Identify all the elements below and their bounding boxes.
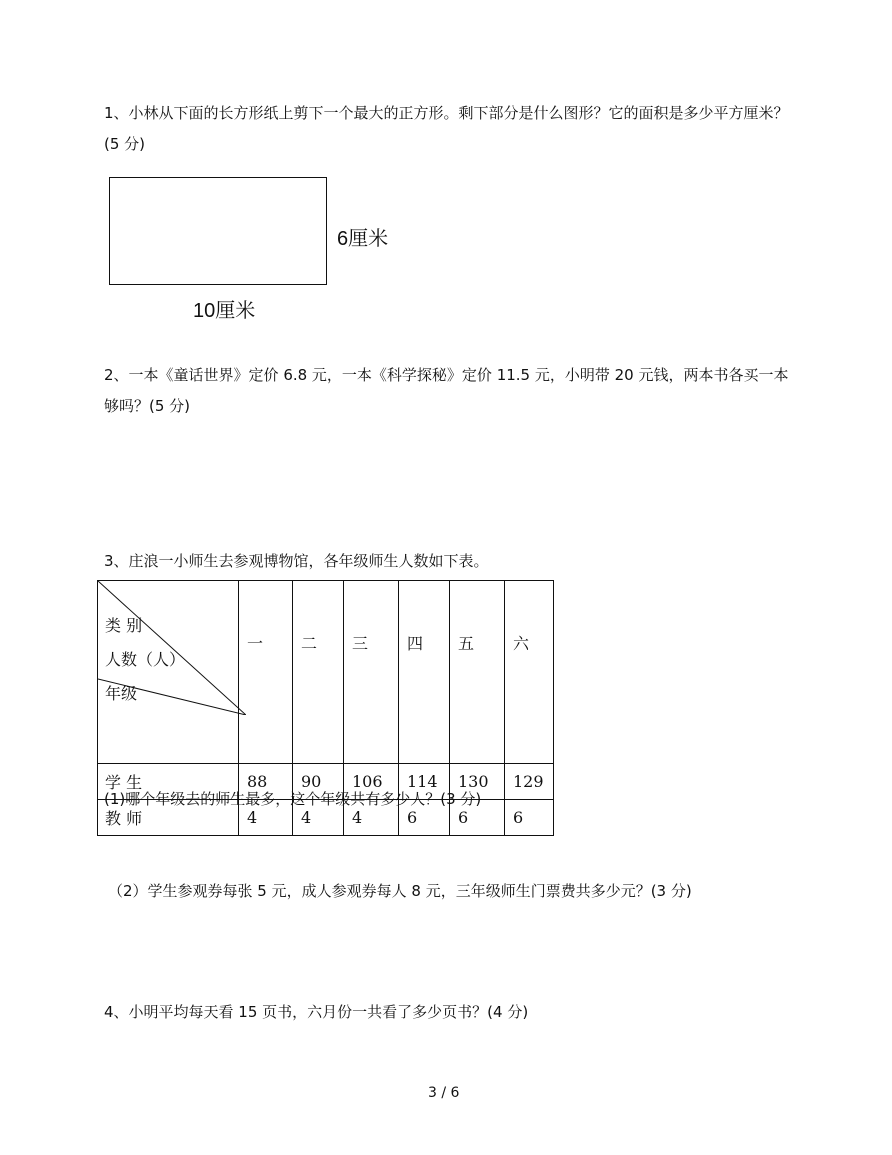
question-3-part-1: (1)哪个年级去的师生最多，这个年级共有多少人？(3 分) [104, 790, 482, 808]
table-cell: 88 [239, 764, 293, 800]
corner-label-category: 类 别 [105, 616, 143, 635]
question-2: 2、一本《童话世界》定价 6.8 元，一本《科学探秘》定价 11.5 元，小明带 20 元钱，两本书各买一本够吗？(5 分) [104, 366, 789, 415]
table-cell: 6 [505, 800, 554, 836]
row-label-teachers: 教 师 [98, 800, 239, 836]
corner-label-grade: 年级 [105, 684, 138, 703]
question-3-part-2: （2）学生参观券每张 5 元，成人参观券每人 8 元，三年级师生门票费共多少元？(3 分) [108, 882, 692, 900]
grade-header: 三 [344, 581, 399, 764]
table-cell: 129 [505, 764, 554, 800]
rectangle-height-label: 6厘米 [337, 228, 389, 250]
question-4: 4、小明平均每天看 15 页书，六月份一共看了多少页书？(4 分) [104, 1003, 529, 1021]
table-cell: 114 [399, 764, 450, 800]
corner-label-people: 人数（人） [105, 650, 186, 669]
table-cell: 130 [450, 764, 505, 800]
grade-header: 二 [293, 581, 344, 764]
table-cell: 4 [344, 800, 399, 836]
row-label-students: 学 生 [98, 764, 239, 800]
rectangle-width-label: 10厘米 [193, 300, 256, 322]
table-corner-cell [98, 581, 239, 764]
table-cell: 6 [399, 800, 450, 836]
table-header-row [98, 581, 554, 764]
table-cell: 106 [344, 764, 399, 800]
question-3: 3、庄浪一小师生去参观博物馆，各年级师生人数如下表。 [104, 552, 489, 570]
table-cell: 6 [450, 800, 505, 836]
rectangle-figure [109, 177, 327, 285]
question-1: 1、小林从下面的长方形纸上剪下一个最大的正方形。剩下部分是什么图形？它的面积是多少平方厘米？(5 分) [104, 104, 789, 153]
grade-header: 五 [450, 581, 505, 764]
table-cell: 4 [293, 800, 344, 836]
table-cell: 90 [293, 764, 344, 800]
page-number: 3 / 6 [428, 1085, 460, 1101]
grade-header: 六 [505, 581, 554, 764]
table-cell: 4 [239, 800, 293, 836]
grade-header: 四 [399, 581, 450, 764]
grade-header: 一 [239, 581, 293, 764]
